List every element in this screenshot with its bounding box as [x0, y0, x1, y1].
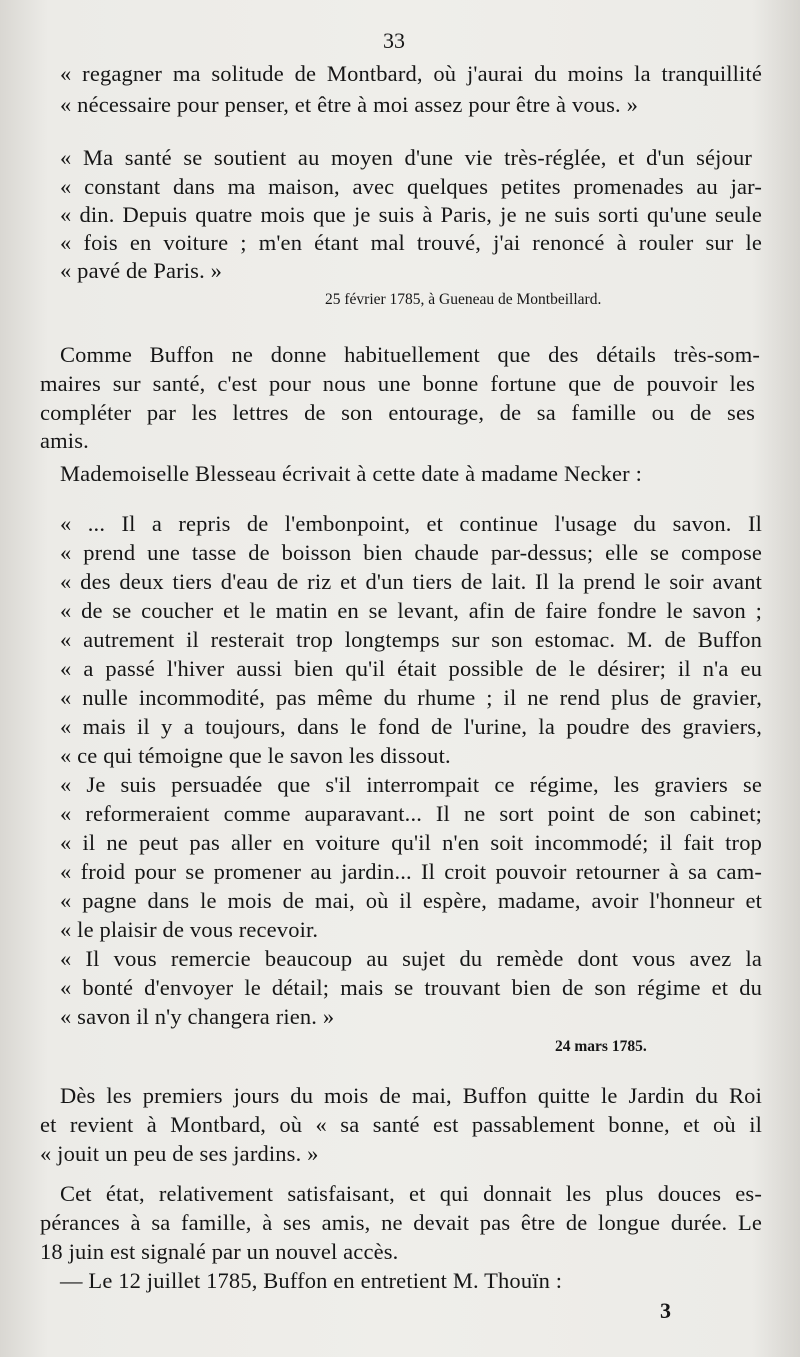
text-line: « il ne peut pas aller en voiture qu'il n'en soit incommodé; il fait trop — [60, 830, 762, 855]
text-line: « ce qui témoigne que le savon les dissout. — [60, 743, 451, 768]
signature-mark: 3 — [660, 1298, 671, 1323]
text-line: Cet état, relativement satisfaisant, et qui donnait les plus douces es- — [60, 1181, 762, 1206]
text-line: Dès les premiers jours du mois de mai, Buffon quitte le Jardin du Roi — [60, 1083, 762, 1108]
text-line: « des deux tiers d'eau de riz et d'un tiers de lait. Il la prend le soir avant — [60, 569, 762, 594]
text-line: « constant dans ma maison, avec quelques petites promenades au jar- — [60, 174, 762, 199]
text-line: « fois en voiture ; m'en étant mal trouvé, j'ai renoncé à rouler sur le — [60, 230, 762, 255]
letter-attribution: 25 février 1785, à Gueneau de Montbeillard. — [325, 291, 602, 308]
letter-date: 24 mars 1785. — [555, 1038, 647, 1055]
text-line: « pavé de Paris. » — [60, 258, 223, 283]
text-line: 18 juin est signalé par un nouvel accès. — [40, 1239, 399, 1264]
text-line: « prend une tasse de boisson bien chaude par-dessus; elle se compose — [60, 540, 762, 565]
text-line: « autrement il resterait trop longtemps sur son estomac. M. de Buffon — [60, 627, 762, 652]
text-line: et revient à Montbard, où « sa santé est passablement bonne, et où il — [40, 1112, 762, 1137]
text-line: pérances à sa famille, à ses amis, ne devait pas être de longue durée. Le — [40, 1210, 762, 1235]
text-line: « savon il n'y changera rien. » — [60, 1004, 335, 1029]
text-line: Comme Buffon ne donne habituellement que des détails très-som- — [60, 342, 760, 367]
text-line: — Le 12 juillet 1785, Buffon en entretient M. Thouïn : — [60, 1268, 563, 1293]
text-line: « ... Il a repris de l'embonpoint, et continue l'usage du savon. Il — [60, 511, 762, 536]
text-line: « Il vous remercie beaucoup au sujet du remède dont vous avez la — [60, 946, 762, 971]
text-line: Mademoiselle Blesseau écrivait à cette date à madame Necker : — [60, 461, 642, 486]
text-line: « de se coucher et le matin en se levant, afin de faire fondre le savon ; — [60, 598, 762, 623]
text-line: « reformeraient comme auparavant... Il ne sort point de son cabinet; — [60, 801, 762, 826]
text-line: « le plaisir de vous recevoir. — [60, 917, 319, 942]
text-line: « nécessaire pour penser, et être à moi assez pour être à vous. » — [60, 92, 638, 117]
text-line: « froid pour se promener au jardin... Il croit pouvoir retourner à sa cam- — [60, 859, 762, 884]
text-line: maires sur santé, c'est pour nous une bonne fortune que de pouvoir les — [40, 371, 755, 396]
text-line: « a passé l'hiver aussi bien qu'il était possible de le désirer; il n'a eu — [60, 656, 762, 681]
text-line: « mais il y a toujours, dans le fond de l'urine, la poudre des graviers, — [60, 714, 762, 739]
text-line: « regagner ma solitude de Montbard, où j'aurai du moins la tranquillité — [60, 61, 762, 86]
page-number: 33 — [383, 28, 405, 53]
text-line: « din. Depuis quatre mois que je suis à Paris, je ne suis sorti qu'une seule — [60, 202, 762, 227]
text-line: compléter par les lettres de son entourage, de sa famille ou de ses — [40, 400, 755, 425]
text-line: « nulle incommodité, pas même du rhume ; il ne rend plus de gravier, — [60, 685, 762, 710]
text-line: « bonté d'envoyer le détail; mais se trouvant bien de son régime et du — [60, 975, 762, 1000]
text-line: « Je suis persuadée que s'il interrompait ce régime, les graviers se — [60, 772, 762, 797]
text-line: « jouit un peu de ses jardins. » — [40, 1141, 319, 1166]
text-line: « pagne dans le mois de mai, où il espère, madame, avoir l'honneur et — [60, 888, 762, 913]
text-line: amis. — [40, 428, 89, 453]
text-line: « Ma santé se soutient au moyen d'une vie très-réglée, et d'un séjour — [60, 145, 752, 170]
